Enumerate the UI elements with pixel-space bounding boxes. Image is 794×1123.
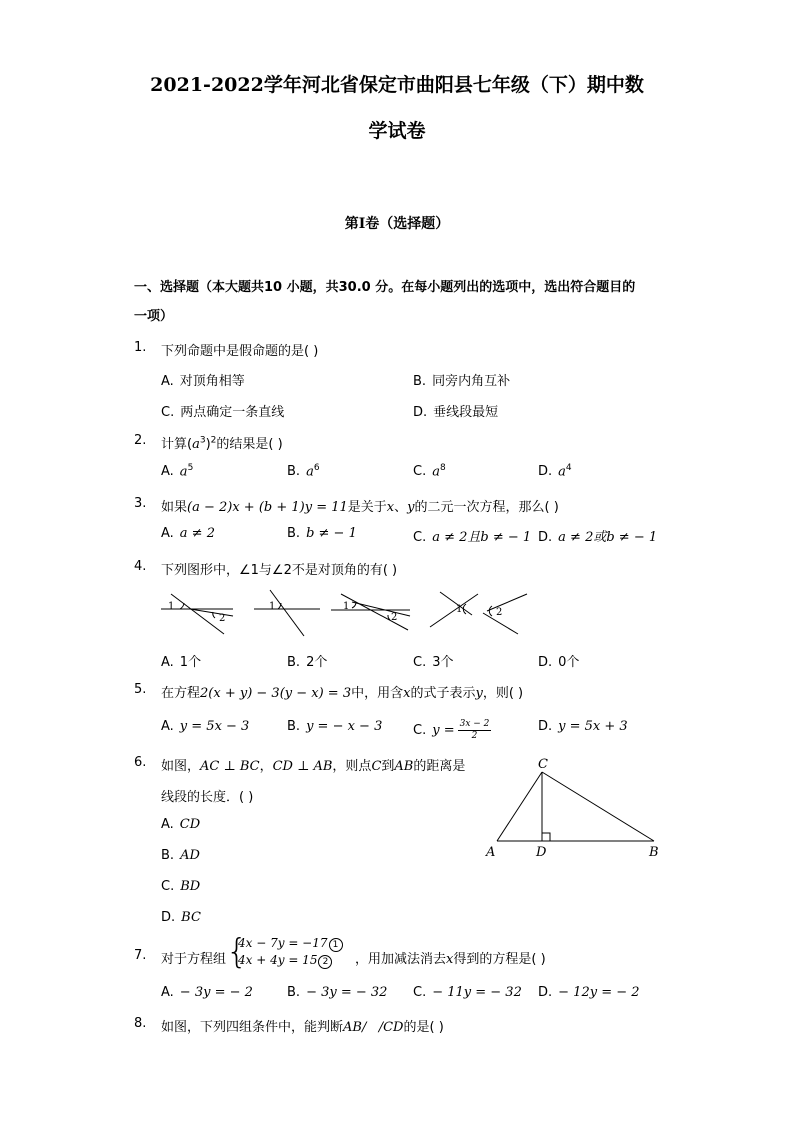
stem-math: a [192, 437, 200, 452]
option-text: 对顶角相等 [179, 374, 245, 389]
option-text: 1个 [179, 655, 202, 670]
stem-text: ， [259, 759, 273, 774]
question-stem-pre: 对于方程组 [161, 952, 227, 967]
option-label: C. [413, 464, 427, 480]
option-text: 同旁内角互补 [432, 374, 511, 389]
option-label: A. [161, 985, 174, 1000]
stem-math: x [403, 686, 411, 701]
stem-math: CD ⊥ AB [272, 759, 333, 774]
circled-number: 1 [329, 938, 343, 952]
stem-text: 如果 [161, 500, 188, 515]
option-label: A. [161, 817, 174, 832]
right-angle-mark [542, 833, 550, 841]
option-label: D. [538, 719, 553, 734]
option-math: − 3y = − 2 [179, 985, 253, 1000]
question-stem: 下列命题中是假命题的是( ) [161, 344, 319, 359]
stem-text: ，则( ) [482, 686, 524, 701]
segment-bc [542, 772, 654, 841]
option-text: 垂线段最短 [433, 405, 499, 420]
fraction-numerator: 3x − 2 [459, 719, 490, 729]
option-math: a ≠ 2 [179, 526, 215, 541]
option-label: A. [161, 655, 174, 670]
option-label: C. [413, 655, 427, 670]
option-math: a [179, 464, 188, 480]
option-c [413, 985, 522, 1000]
stem-text: 、 [394, 500, 408, 515]
stem-text: 的距离是 [413, 759, 466, 774]
option-label: B. [287, 464, 301, 480]
question-stem [161, 1016, 444, 1035]
stem-text: ) [205, 437, 211, 452]
point-d-label: D [536, 845, 547, 860]
option-math: y = − x − 3 [306, 719, 383, 734]
stem-text: 计算( [161, 437, 193, 452]
option-a [161, 985, 253, 1000]
page-title-continued: 学试卷 [368, 120, 426, 142]
question-number: 3. [134, 496, 147, 511]
option-math: AD [180, 848, 200, 863]
angle-label-1: 1 [269, 601, 276, 612]
option-label: C. [413, 985, 427, 1000]
stem-text: ，则点 [332, 759, 372, 774]
option-math: b ≠ − 1 [306, 526, 357, 541]
segment-ac [497, 772, 542, 841]
option-label: B. [161, 848, 175, 863]
question-number: 7. [134, 948, 147, 963]
equation-text: 4x − 7y = −17 [238, 936, 328, 950]
option-math: − 11y = − 32 [432, 985, 522, 1000]
stem-math: y [407, 500, 415, 515]
option-exponent: 5 [187, 463, 194, 473]
option-math: y = 5x + 3 [558, 719, 628, 734]
stem-math: AB/ /CD [343, 1020, 404, 1035]
option-label: D. [161, 910, 176, 925]
option-label: D. [413, 405, 428, 420]
stem-text: 如图， [161, 759, 201, 774]
angle-label-1: 1 [343, 601, 350, 612]
option-label: B. [287, 526, 301, 541]
angle-label-2: 2 [219, 613, 226, 624]
option-label: D. [538, 464, 553, 480]
question-stem: 下列图形中，∠1与∠2不是对顶角的有( ) [161, 563, 398, 578]
option-math: − 12y = − 2 [558, 985, 640, 1000]
equation-2 [238, 953, 332, 969]
option-b [287, 985, 387, 1000]
option-math: BC [181, 910, 201, 925]
question-number: 4. [134, 559, 147, 574]
equation-text: 4x + 4y = 15 [238, 953, 318, 967]
stem-text: 得到的方程是( ) [453, 952, 546, 967]
stem-text: 的是( ) [403, 1020, 444, 1035]
point-b-label: B [649, 845, 659, 860]
angle-label-1: 1 [456, 604, 463, 615]
stem-math: y [475, 686, 483, 701]
option-label: A. [161, 719, 174, 734]
option-label: C. [161, 879, 175, 894]
option-exponent: 4 [565, 463, 572, 473]
option-math: a [432, 464, 440, 480]
option-label: A. [161, 464, 174, 480]
option-math: BD [180, 879, 201, 894]
option-label: D. [538, 655, 553, 670]
angle-label-2: 2 [496, 607, 503, 618]
option-text: 两点确定一条直线 [180, 405, 285, 420]
stem-math: 2(x + y) − 3(y − x) = 3 [200, 686, 352, 701]
point-a-label: A [486, 845, 496, 860]
stem-math: AB [394, 759, 414, 774]
stem-text: 到 [381, 759, 395, 774]
option-math: a ≠ 2且b ≠ − 1 [432, 530, 532, 545]
stem-math: AC ⊥ BC [200, 759, 260, 774]
stem-text: 如图，下列四组条件中，能判断 [161, 1020, 344, 1035]
option-exponent: 6 [313, 463, 320, 473]
angle-label-1: 1 [168, 601, 175, 612]
option-text: 2个 [306, 655, 328, 670]
question-stem-continued: 线段的长度．( ) [161, 790, 254, 805]
circled-number: 2 [318, 955, 332, 969]
option-label: C. [161, 405, 175, 420]
option-math: y = 5x − 3 [179, 719, 250, 734]
option-text: 3个 [432, 655, 454, 670]
option-math: a [558, 464, 566, 480]
option-label: B. [287, 985, 301, 1000]
option-label: D. [538, 985, 553, 1000]
system-brace: { [226, 932, 248, 972]
option-d [538, 985, 640, 1000]
option-math: − 3y = − 32 [306, 985, 388, 1000]
stem-text: 的式子表示 [410, 686, 476, 701]
option-math: a ≠ 2或b ≠ − 1 [558, 530, 658, 545]
angle-label-2: 2 [391, 612, 398, 623]
option-label: B. [413, 374, 427, 389]
option-label: C. [413, 530, 427, 545]
option-label: B. [287, 719, 301, 734]
option-math: a [306, 464, 314, 480]
option-math: y = [432, 723, 455, 738]
point-c-label: C [538, 757, 548, 772]
stem-math: x [386, 500, 395, 515]
question-number: 8. [134, 1016, 147, 1031]
question-number: 5. [134, 682, 147, 697]
option-text: 0个 [558, 655, 580, 670]
question-number: 2. [134, 433, 147, 448]
option-label: C. [413, 723, 427, 738]
stem-exponent: 2 [210, 435, 217, 446]
option-math: CD [179, 817, 201, 832]
question-number: 6. [134, 755, 147, 770]
option-label: A. [161, 374, 174, 389]
stem-text: 中，用含 [351, 686, 404, 701]
stem-math: x [446, 952, 454, 967]
stem-exponent: 3 [199, 435, 206, 446]
stem-text: ，用加减法消去 [355, 952, 447, 967]
instructions-line2: 一项） [134, 309, 174, 324]
fraction-denominator: 2 [471, 731, 478, 741]
option-label: A. [161, 526, 174, 541]
section-heading: 第I卷（选择题） [344, 216, 450, 232]
question-stem-post [355, 948, 546, 967]
instructions-line1: 一、选择题（本大题共10 小题，共30.0 分。在每小题列出的选项中，选出符合题目的 [134, 280, 636, 295]
option-exponent: 8 [439, 463, 446, 473]
equation-1 [238, 936, 343, 952]
question-number: 1. [134, 340, 147, 355]
stem-math: C [371, 759, 382, 774]
option-label: D. [538, 530, 553, 545]
option-label: B. [287, 655, 301, 670]
stem-text: 是关于 [347, 500, 387, 515]
stem-math: (a − 2)x + (b + 1)y = 11 [187, 500, 348, 515]
stem-text: 的二元一次方程，那么( ) [414, 500, 559, 515]
page-title: 2021-2022学年河北省保定市曲阳县七年级（下）期中数 [150, 74, 644, 96]
stem-text: 的结果是( ) [216, 437, 283, 452]
stem-text: 在方程 [161, 686, 201, 701]
